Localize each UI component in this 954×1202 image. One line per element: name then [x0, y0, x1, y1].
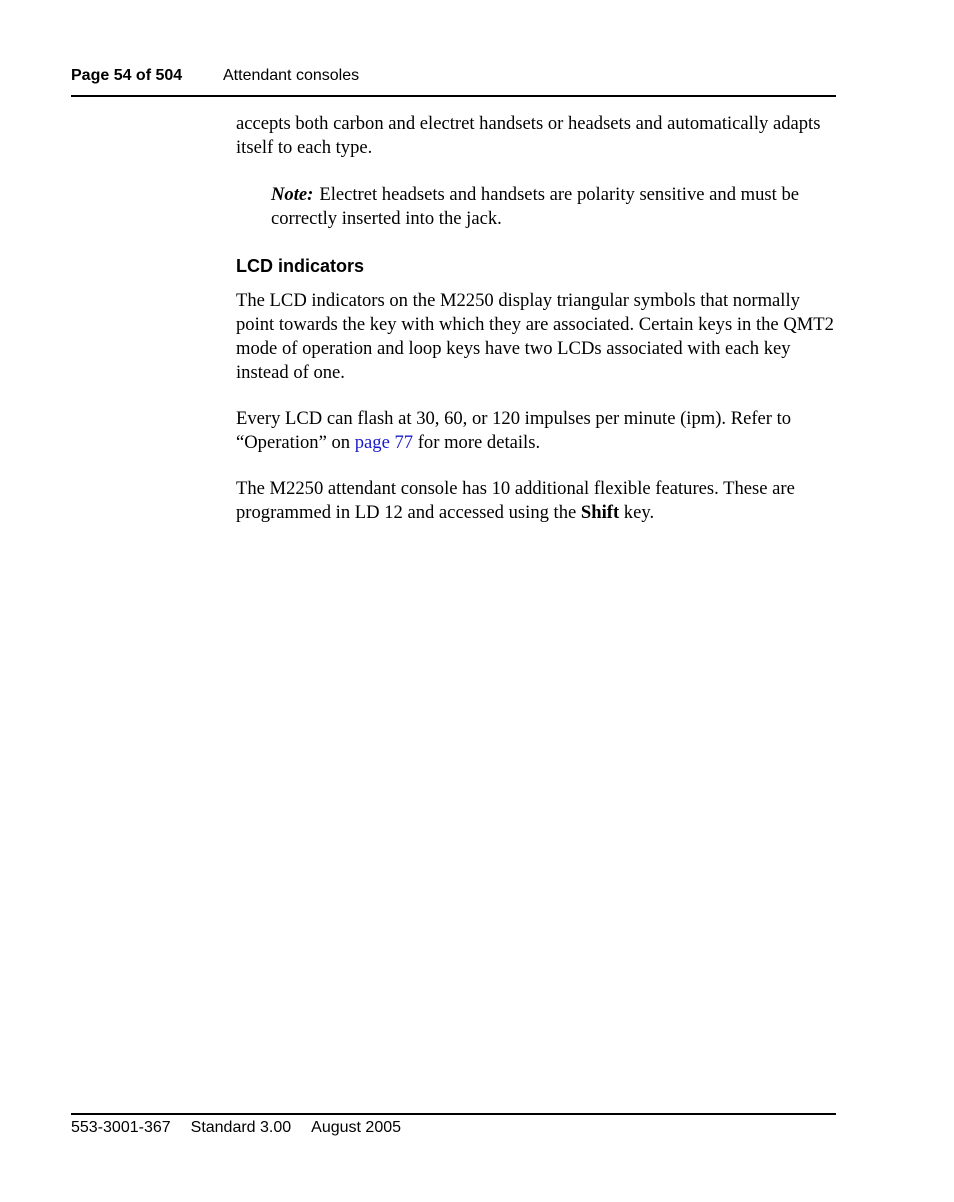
doc-number: 553-3001-367 — [71, 1119, 171, 1136]
shift-key-label: Shift — [580, 502, 620, 523]
lcd-flash-text-end: for more details. — [413, 432, 541, 453]
paragraph-flexible-features — [236, 477, 836, 525]
page-footer — [71, 1118, 421, 1138]
section-heading-lcd-indicators: LCD indicators — [236, 256, 365, 276]
features-text-start: The M2250 attendant console has 10 additional flexible features. These are programmed in LD 12 and accessed using the — [236, 478, 795, 523]
page-77-link[interactable]: page 77 — [354, 432, 414, 453]
note-block — [271, 183, 836, 231]
paragraph-lcd-flash — [236, 407, 836, 455]
publication-date: August 2005 — [311, 1119, 402, 1136]
header-rule — [71, 95, 836, 97]
features-text-end: key. — [619, 502, 655, 523]
note-label: Note: — [271, 184, 314, 205]
lcd-flash-text-start: Every LCD can flash at 30, 60, or 120 impulses per minute (ipm). Refer to “Operation” on — [236, 408, 792, 453]
footer-rule — [71, 1113, 836, 1115]
standard-version: Standard 3.00 — [190, 1119, 292, 1136]
section-title: Attendant consoles — [223, 67, 360, 84]
page-number: Page 54 of 504 — [71, 67, 183, 84]
note-text: Electret headsets and handsets are polarity sensitive and must be correctly inserted into the jack. — [271, 184, 800, 229]
paragraph-lcd-symbols: The LCD indicators on the M2250 display triangular symbols that normally point towards the key with which they are associated. Certain keys in the QMT2 mode of operation and loop keys have two LCDs associated with each key instead of one. — [236, 290, 834, 383]
paragraph-handsets: accepts both carbon and electret handsets or headsets and automatically adapts itself to each type. — [236, 113, 821, 158]
page-content — [236, 112, 836, 547]
page-header — [71, 66, 836, 86]
